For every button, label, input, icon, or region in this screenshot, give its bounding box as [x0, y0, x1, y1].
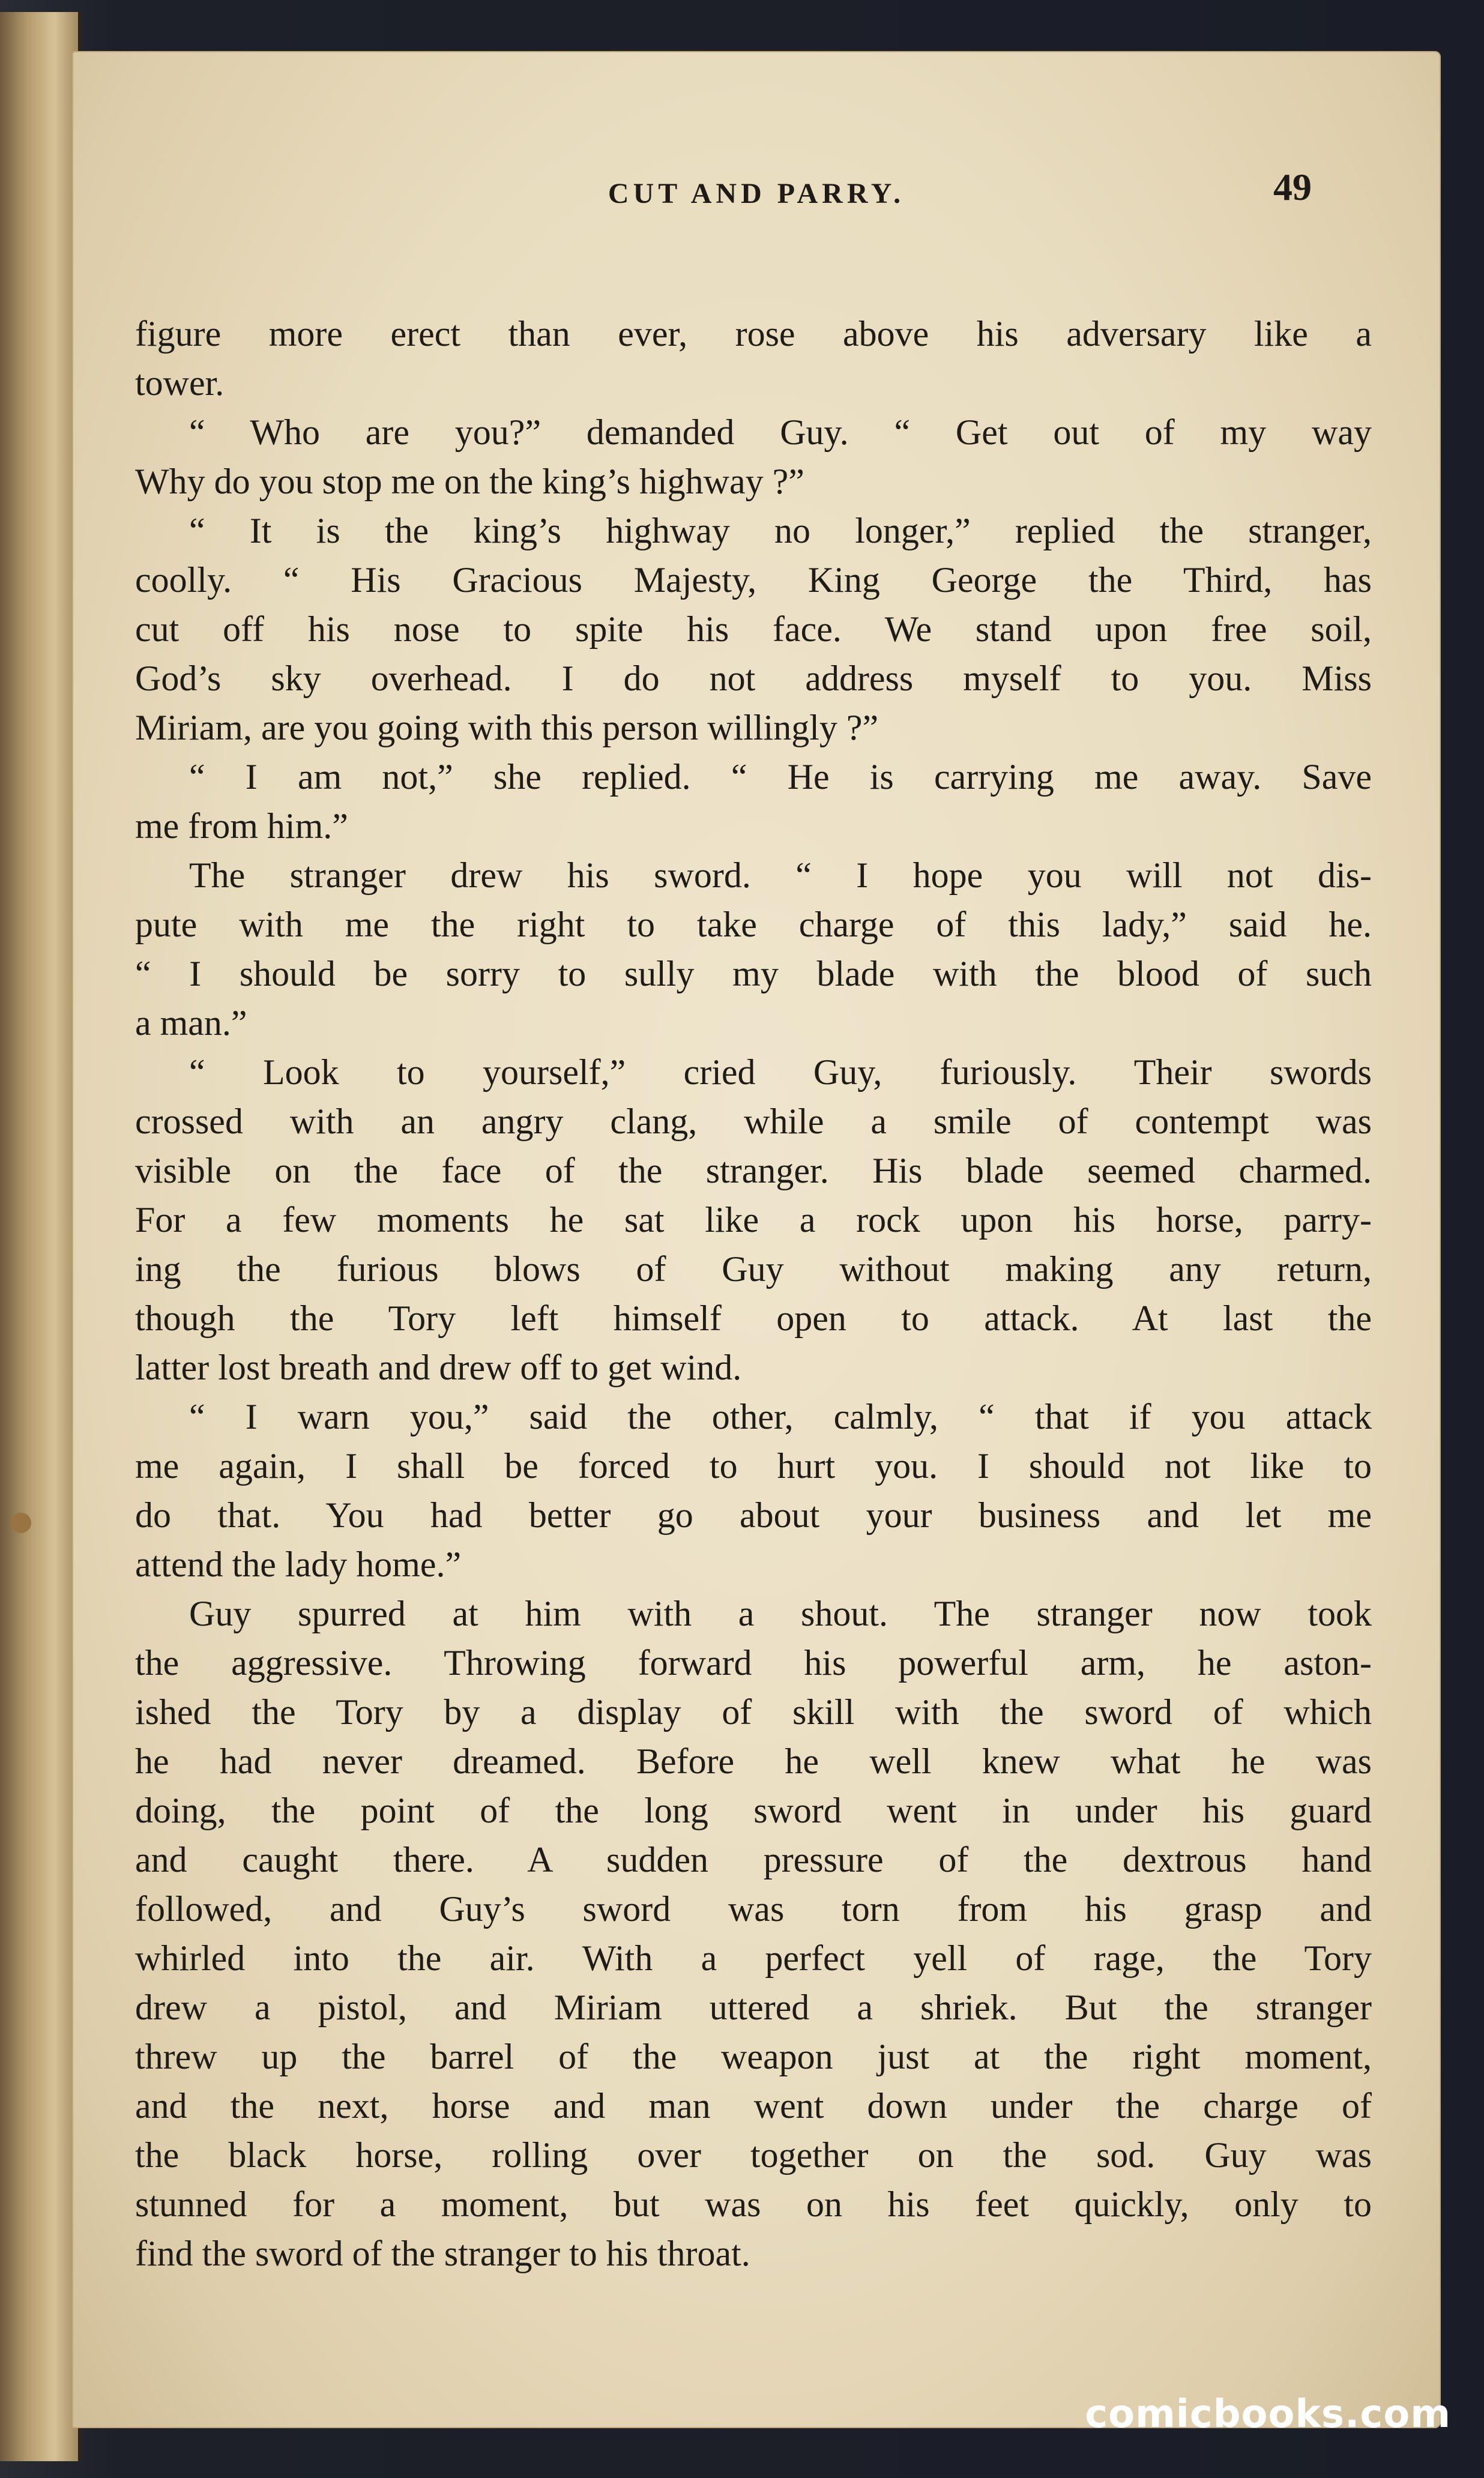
text-line: Guy spurred at him with a shout. The stranger now took: [189, 1594, 1372, 1633]
text-line: “ Look to yourself,” cried Guy, furiously. Their swords: [189, 1052, 1372, 1092]
text-line: coolly. “ His Gracious Majesty, King George the Third, has: [135, 560, 1372, 600]
text-line: crossed with an angry clang, while a smile of contempt was: [135, 1102, 1372, 1141]
text-line: do that. You had better go about your business and let me: [135, 1495, 1372, 1535]
page-body-text: [135, 309, 1372, 2278]
paper-stain: [11, 1513, 31, 1533]
watermark: comicbooks.com: [1085, 2392, 1451, 2437]
text-line: a man.”: [135, 1003, 247, 1043]
text-line: “ I am not,” she replied. “ He is carrying me away. Save: [189, 757, 1372, 797]
running-title: CUT AND PARRY.: [608, 178, 905, 210]
text-line: “ It is the king’s highway no longer,” replied the stranger,: [189, 511, 1372, 550]
text-line: The stranger drew his sword. “ I hope you will not dis-: [189, 855, 1372, 895]
book-spine-edge: [0, 12, 82, 2461]
text-line: attend the lady home.”: [135, 1545, 462, 1584]
text-line: he had never dreamed. Before he well knew what he was: [135, 1741, 1372, 1781]
text-line: ing the furious blows of Guy without making any return,: [135, 1249, 1372, 1289]
text-line: stunned for a moment, but was on his feet quickly, only to: [135, 2184, 1372, 2224]
text-line: Why do you stop me on the king’s highway ?”: [135, 462, 804, 501]
text-line: “ I should be sorry to sully my blade with the blood of such: [135, 954, 1372, 993]
text-line: me from him.”: [135, 806, 348, 846]
text-line: drew a pistol, and Miriam uttered a shriek. But the stranger: [135, 1988, 1372, 2027]
text-line: the black horse, rolling over together on the sod. Guy was: [135, 2135, 1372, 2175]
text-line: me again, I shall be forced to hurt you. I should not like to: [135, 1446, 1372, 1486]
page-number: 49: [1273, 166, 1312, 208]
text-line: God’s sky overhead. I do not address myself to you. Miss: [135, 659, 1372, 698]
text-line: For a few moments he sat like a rock upon his horse, parry-: [135, 1200, 1372, 1240]
text-line: Miriam, are you going with this person willingly ?”: [135, 708, 879, 747]
text-line: latter lost breath and drew off to get wind.: [135, 1348, 742, 1387]
text-line: threw up the barrel of the weapon just at the right moment,: [135, 2037, 1372, 2076]
text-line: figure more erect than ever, rose above his adversary like a: [135, 314, 1372, 354]
text-line: tower.: [135, 363, 225, 403]
text-line: “ I warn you,” said the other, calmly, “ that if you attack: [189, 1397, 1372, 1436]
text-line: pute with me the right to take charge of this lady,” said he.: [135, 905, 1372, 944]
text-line: doing, the point of the long sword went in under his guard: [135, 1791, 1372, 1830]
text-line: and the next, horse and man went down under the charge of: [135, 2086, 1372, 2126]
text-line: whirled into the air. With a perfect yell of rage, the Tory: [135, 1938, 1372, 1978]
book-page: [72, 51, 1441, 2428]
text-line: and caught there. A sudden pressure of the dextrous hand: [135, 1840, 1372, 1880]
text-line: visible on the face of the stranger. His blade seemed charmed.: [135, 1151, 1372, 1190]
text-line: ished the Tory by a display of skill with the sword of which: [135, 1692, 1372, 1732]
text-line: “ Who are you?” demanded Guy. “ Get out of my way: [189, 412, 1372, 452]
text-line: cut off his nose to spite his face. We stand upon free soil,: [135, 609, 1372, 649]
text-line: followed, and Guy’s sword was torn from his grasp and: [135, 1889, 1372, 1929]
text-line: though the Tory left himself open to attack. At last the: [135, 1298, 1372, 1338]
text-line: the aggressive. Throwing forward his powerful arm, he aston-: [135, 1643, 1372, 1683]
text-line: find the sword of the stranger to his throat.: [135, 2234, 750, 2273]
